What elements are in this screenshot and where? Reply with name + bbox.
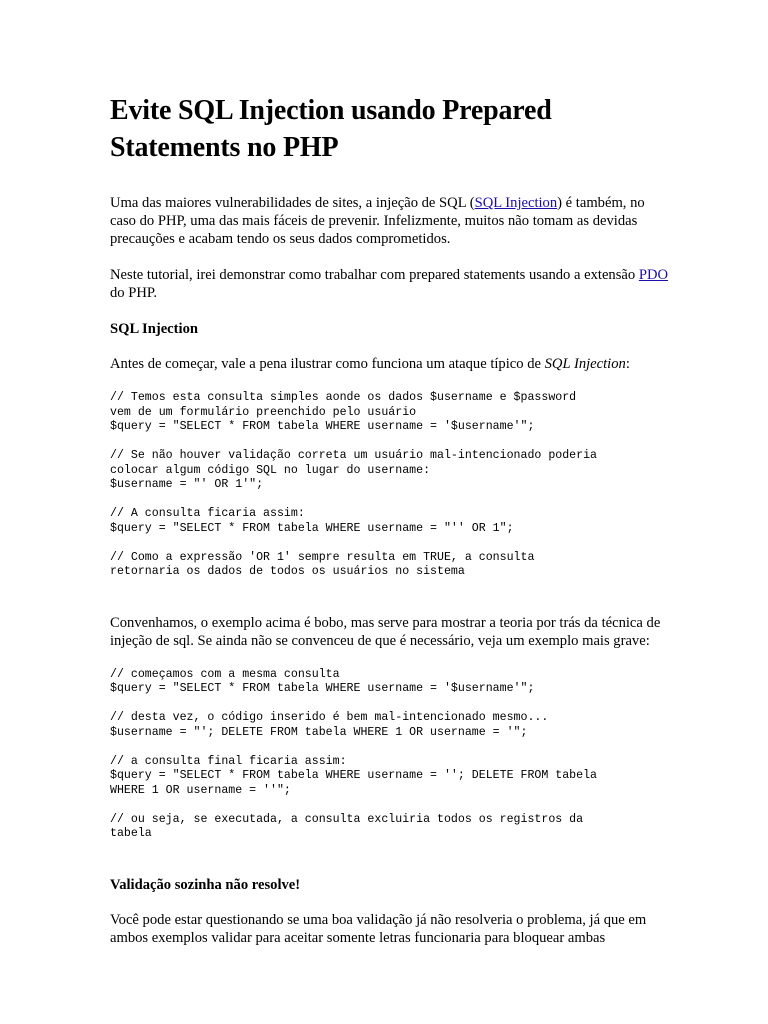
tutorial-paragraph [110, 266, 670, 302]
code-example-2 [110, 668, 670, 842]
code-block: // Como a expressão 'OR 1' sempre resulta em TRUE, a consulta retornaria os dados de todos os usuários no sistema [110, 550, 535, 578]
convenhamos-paragraph: Convenhamos, o exemplo acima é bobo, mas serve para mostrar a teoria por trás da técnica de injeção de sql. Se ainda não se convenceu de que é necessário, veja um exemplo mais grave: [110, 614, 661, 649]
tutorial-text-before: Neste tutorial, irei demonstrar como trabalhar com prepared statements usando a extensão [110, 267, 639, 283]
code-block: // Se não houver validação correta um usuário mal-intencionado poderia colocar algum código SQL no lugar do username: $username = "' OR 1'"; [110, 449, 598, 491]
before-example-colon: : [625, 356, 630, 372]
heading-sql-injection: SQL Injection [110, 321, 198, 337]
before-example-paragraph [110, 355, 670, 373]
code-block: // Temos esta consulta simples aonde os dados $username e $password vem de um formulário preenchido pelo usuário $query = "SELECT * FROM tabela WHERE username = '$username'"; [110, 391, 577, 433]
document-page [110, 92, 670, 965]
code-block: // começamos com a mesma consulta $query = "SELECT * FROM tabela WHERE username = '$username'"; [110, 667, 535, 695]
final-paragraph: Você pode estar questionando se uma boa validação já não resolveria o problema, já que em ambos exemplos validar para aceitar somente letras funcionaria para bloquear ambas [110, 911, 647, 946]
before-example-text: Antes de começar, vale a pena ilustrar como funciona um ataque típico de [110, 356, 545, 372]
intro-text-before: Uma das maiores vulnerabilidades de sites, a injeção de SQL ( [110, 195, 475, 211]
sql-injection-link[interactable]: SQL Injection [474, 195, 558, 211]
code-block: // ou seja, se executada, a consulta excluiria todos os registros da tabela [110, 812, 584, 840]
code-block: // a consulta final ficaria assim: $query = "SELECT * FROM tabela WHERE username = ''; DELETE FROM tabela WHERE 1 OR username = ''"; [110, 754, 598, 797]
article-title: Evite SQL Injection usando Prepared Statements no PHP [110, 95, 552, 163]
code-example-1 [110, 391, 670, 580]
tutorial-text-after: do PHP. [110, 285, 158, 301]
sql-injection-emphasis: SQL Injection [544, 356, 626, 372]
intro-text-after: ) é também, no caso do PHP, uma das mais fáceis de prevenir. Infelizmente, muitos não tomam as devidas precauções e acabam tendo os seus dados comprometidos. [110, 195, 645, 247]
heading-validacao: Validação sozinha não resolve! [110, 876, 301, 893]
code-block: // A consulta ficaria assim: $query = "SELECT * FROM tabela WHERE username = "'' OR 1"; [110, 507, 514, 535]
intro-paragraph [110, 194, 670, 248]
code-block: // desta vez, o código inserido é bem mal-intencionado mesmo... $username = "'; DELETE FROM tabela WHERE 1 OR username = '"; [110, 711, 549, 739]
pdo-link[interactable]: PDO [638, 267, 669, 283]
